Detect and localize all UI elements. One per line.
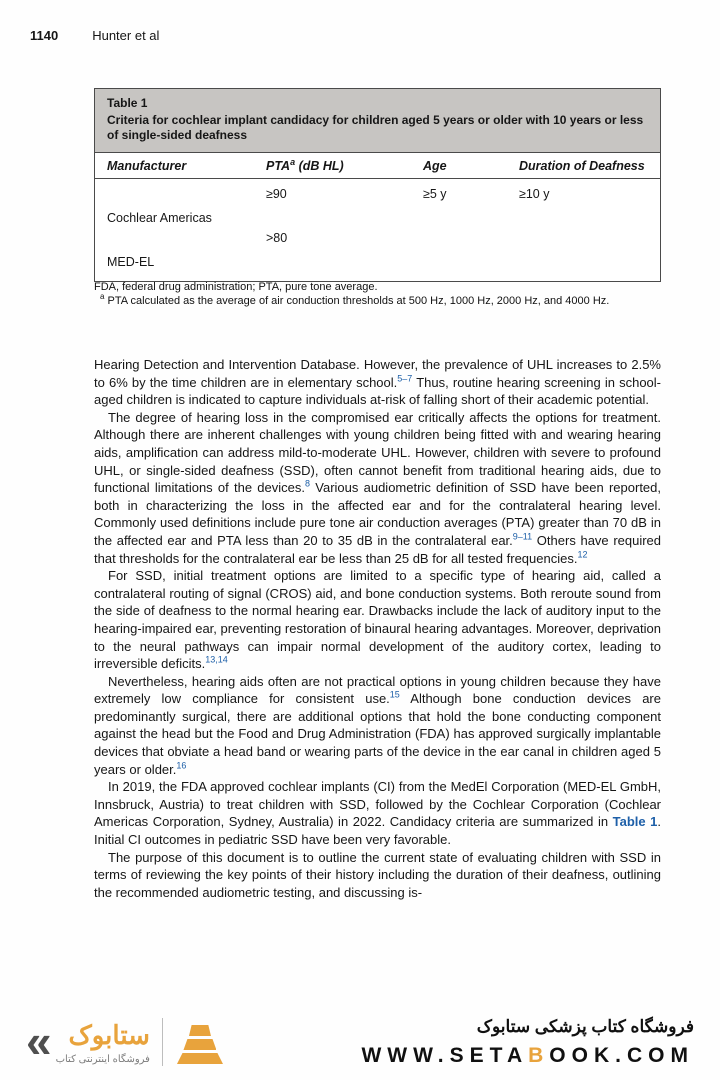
table-cell-age: ≥5 y: [423, 187, 447, 201]
url-letter: M: [670, 1043, 694, 1067]
table-row: [107, 181, 648, 225]
layers-icon-bottom: [177, 1053, 223, 1064]
layers-icon-top: [189, 1025, 211, 1036]
url-letter: A: [506, 1043, 529, 1067]
url-letter: O: [549, 1043, 572, 1067]
url-letter: E: [469, 1043, 490, 1067]
footnote-marker: a: [100, 292, 105, 302]
paragraph: Nevertheless, hearing aids often are not practical options in young children because they have extremely low compliance for consistent use.$^{15}$ Although bone conduction devices are predominantly surgical, there are additional options that hold the bone conducting component against the head but the Food and Drug Administration (FDA) has approved surgically implantable devices that obviate a head band or wearing parts of the device in the ear canal in children aged 5 years or older.$^{16}$: [94, 673, 661, 777]
url-letter: O: [648, 1043, 671, 1067]
url-letter: O: [571, 1043, 594, 1067]
table-cell-age: [423, 231, 519, 269]
table-footnote: $^a$ PTA calculated as the average of air conduction thresholds at 500 Hz, 1000 Hz, 2000 Hz, and 4000 Hz.: [100, 292, 610, 307]
table-cell-pta: >80: [266, 231, 288, 245]
table-column-header: Manufacturer: [107, 159, 187, 173]
url-letter: W: [387, 1043, 414, 1067]
footer-right: [361, 1017, 694, 1068]
running-head: [30, 28, 159, 43]
table-ref-link[interactable]: Table 1: [612, 814, 658, 830]
paragraph: For SSD, initial treatment options are limited to a specific type of hearing aid, called a contralateral routing of signal (CROS) aid, and bone conduction systems. Both reroute sound from the side of deafness to the normal hearing ear. Drawbacks include the lack of auditory input to the hearing-impaired ear, preventing restoration of binaural hearing advantages. Moreover, deprivation to the neural pathways can impair normal development of the auditory cortex, leading to irreversible deficits.$^{13,14}$: [94, 568, 661, 672]
table-footnote: FDA, federal drug administration; PTA, pure tone average.: [94, 281, 378, 293]
url-letter: K: [593, 1043, 616, 1067]
table-1: [94, 88, 661, 282]
logo-subtitle: فروشگاه اینترنتی کتاب: [55, 1053, 150, 1065]
layers-icon: [175, 1020, 225, 1064]
citation-ref[interactable]: 5–7: [397, 373, 413, 384]
table-column-header: PTA$^a$ (dB HL): [266, 156, 344, 173]
table-body: [95, 179, 660, 281]
footer-watermark: [0, 1004, 720, 1080]
paragraph: Hearing Detection and Intervention Database. However, the prevalence of UHL increases to 2.5% to 6% by the time children are in elementary school.$^{5-7}$ Thus, routine hearing screening in school-aged children is indicated to capture individuals at-risk of falling short of their academic potential.: [94, 357, 661, 408]
citation-ref[interactable]: 9–11: [512, 531, 533, 542]
table-cell-duration: ≥10 y: [519, 187, 550, 201]
table-cell-manufacturer: MED-EL: [107, 255, 155, 269]
table-footnotes: [94, 280, 661, 308]
citation-ref[interactable]: 13,14: [205, 654, 228, 665]
table-cell-manufacturer: Cochlear Americas: [107, 211, 212, 225]
running-authors: Hunter et al: [92, 28, 160, 43]
url-letter: C: [626, 1043, 649, 1067]
url-letter: .: [437, 1043, 450, 1067]
chevrons-icon: «: [26, 1015, 52, 1068]
table-caption: Criteria for cochlear implant candidacy for children aged 5 years or older with 10 years or less of single-sided deafness: [107, 113, 644, 142]
body-paragraphs: [94, 356, 661, 901]
citation-ref[interactable]: 16: [176, 760, 187, 771]
logo-wordmark: ستابوک: [68, 1019, 150, 1050]
footnote-marker: a: [290, 156, 296, 167]
table-column-header: Age: [423, 159, 447, 173]
page-fade: [0, 948, 720, 1004]
table-row: [107, 225, 648, 269]
table-title-band: [95, 89, 660, 153]
table-column-header: Duration of Deafness: [519, 159, 645, 173]
url-letter: W: [361, 1043, 388, 1067]
url-letter: T: [489, 1043, 507, 1067]
store-name: فروشگاه کتاب پزشکی ستابوک: [476, 1016, 694, 1036]
url-letter: S: [449, 1043, 470, 1067]
layers-icon-middle: [183, 1039, 216, 1050]
paragraph: The degree of hearing loss in the compromised ear critically affects the options for treatment. Although there are inherent challenges with young children being fitted with and wearing hearing aids, amplification can address mild-to-moderate UHL. However, children with severe to profound UHL, or single-sided deafness (SSD), often cannot benefit from traditional hearing aids, due to functional limitations of the devices.$^8$ Various audiometric definition of SSD have been reported, both in characterizing the loss in the affected ear and for the contralateral hearing level. Commonly used definitions include pure tone air conduction averages (PTA) greater than 70 dB in the affected ear and PTA less than 20 to 35 dB in the contralateral ear.$^{9-11}$ Others have required that thresholds for the contralateral ear be less than 25 dB for all tested frequencies.$^{12}$: [94, 409, 662, 566]
paragraph: The purpose of this document is to outline the current state of evaluating children with SSD in terms of reviewing the key points of their history including the duration of their deafness, outlining the recommended audiometric testing, and discussing is-: [94, 849, 661, 900]
divider: [162, 1018, 163, 1066]
page-number: 1140: [30, 28, 59, 43]
table-cell-pta: ≥90: [266, 187, 287, 201]
table-label: Table 1: [107, 96, 148, 110]
logo-text: [56, 1020, 150, 1065]
citation-ref[interactable]: 15: [389, 689, 400, 700]
citation-ref[interactable]: 12: [577, 549, 588, 560]
table-cell-duration: [519, 231, 648, 269]
url-letter: W: [413, 1043, 438, 1067]
website-url: [361, 1044, 694, 1068]
paragraph: In 2019, the FDA approved cochlear implants (CI) from the MedEl Corporation (MED-EL GmbH, Innsbruck, Austria) to treat children with SSD, followed by the Cochlear Corporation (Cochlear Americas Corporation, Sydney, Australia) in 2022. Candidacy criteria are summarized in Table 1. Initial CI outcomes in pediatric SSD have been very favorable.: [94, 779, 661, 848]
table-header-row: [95, 153, 660, 179]
citation-ref[interactable]: 8: [305, 478, 311, 489]
url-letter: B: [528, 1043, 550, 1067]
url-letter: .: [615, 1043, 627, 1067]
setabook-logo: [26, 1015, 225, 1068]
